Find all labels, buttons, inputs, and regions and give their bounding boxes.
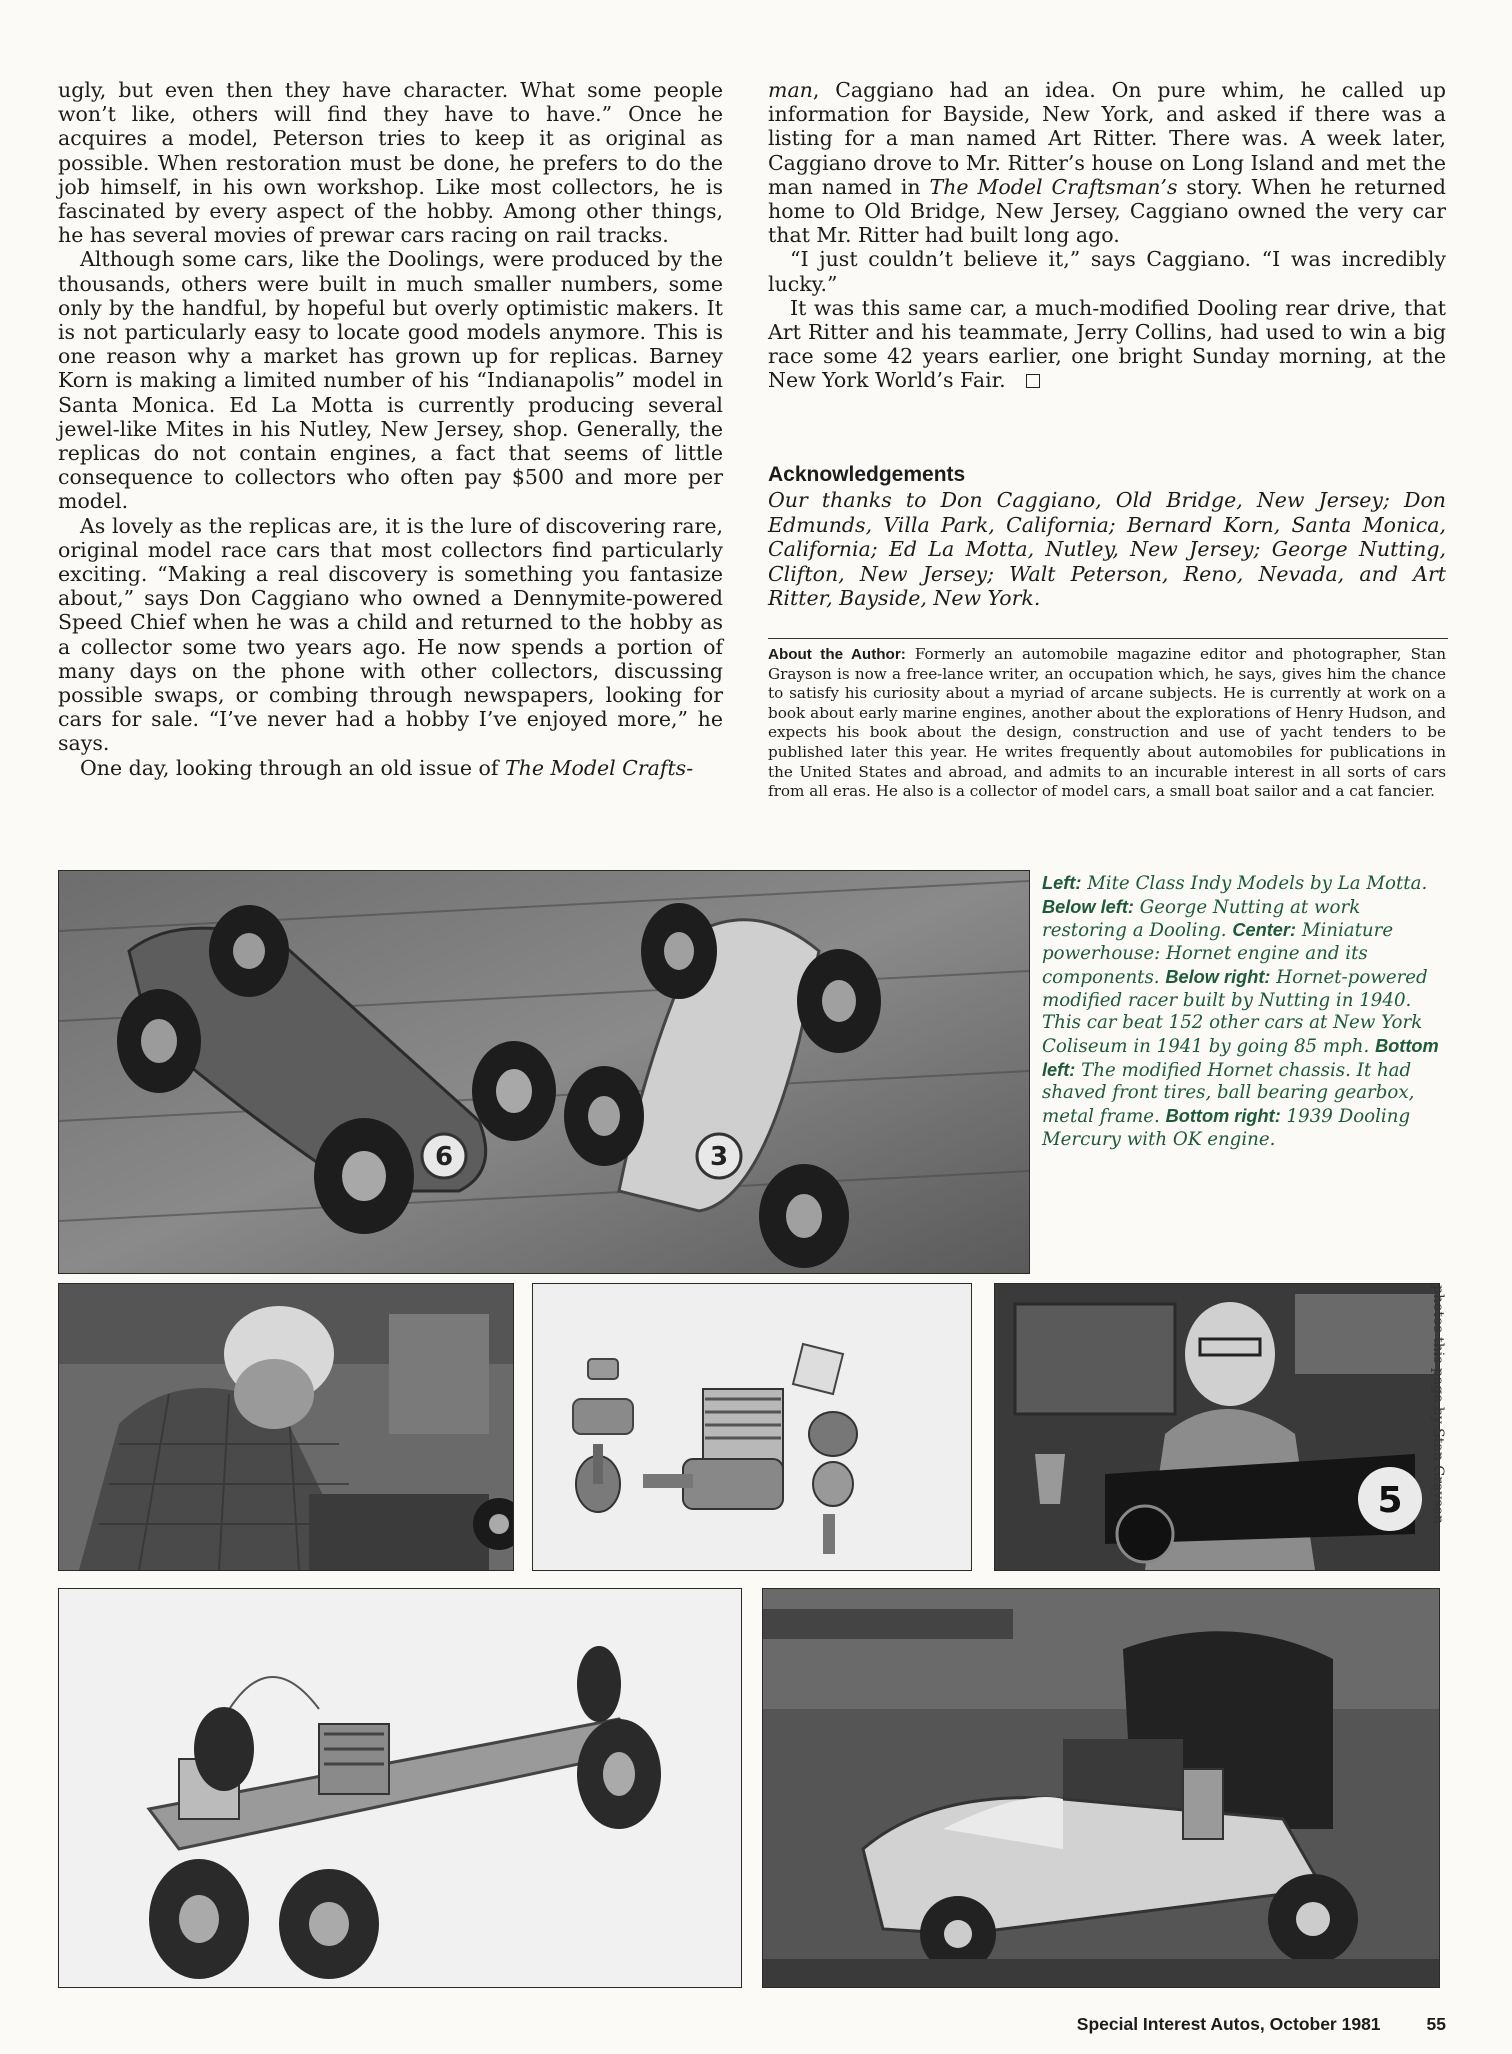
paragraph bbox=[768, 296, 1446, 393]
divider bbox=[768, 638, 1448, 639]
text-run: , Caggiano had an idea. On pure whim, he called up information for Bayside, New York, and asked if there was a listing for a man named Art Ritter. There was. A week later, Caggiano drove to Mr. Ritter’s house on Long Island and met the man named in bbox=[768, 78, 1446, 199]
acknowledgements-body: Our thanks to Don Caggiano, Old Bridge, New Jersey; Don Edmunds, Villa Park, California; Bernard Korn, Santa Monica, California; Ed La Motta, Nutley, New Jersey; George Nutting, Clifton, New Jersey; Walt Peterson, Reno, Nevada, and Art Ritter, Bayside, New York. bbox=[768, 488, 1446, 610]
paragraph: As lovely as the replicas are, it is the lure of discovering rare, original model race cars that most collectors find particularly exciting. “Making a real discovery is something you fantasize about,” says Don Caggiano who owned a Dennymite-powered Speed Chief when he was a child and returned to the hobby as a collector some two years ago. He now spends a portion of many days on the phone with other collectors, discussing possible swaps, or combing through newspapers, looking for cars for sale. “I’ve never had a hobby I’ve enjoyed more,” he says. bbox=[58, 513, 723, 756]
magazine-title: The Model Craftsman’s bbox=[929, 174, 1178, 199]
text-run: One day, looking through an old issue of bbox=[80, 755, 505, 780]
paragraph bbox=[58, 756, 723, 780]
magazine-issue: Special Interest Autos, October 1981 bbox=[1076, 2014, 1381, 2034]
car-number-label: 3 bbox=[709, 1142, 729, 1172]
caption-label: Below left: bbox=[1042, 896, 1134, 917]
caption-text: The modified Hornet chassis. It had shaved front tires, ball bearing gearbox, metal frame. bbox=[1042, 1059, 1415, 1128]
text-run: story. When he returned home to Old Bridge, New Jersey, Caggiano owned the very car that Mr. Ritter had built long ago. bbox=[768, 174, 1446, 248]
caption-label: Bottom right: bbox=[1165, 1106, 1281, 1127]
caption-label: Bottom left: bbox=[1042, 1035, 1439, 1080]
caption-label: Center: bbox=[1232, 920, 1297, 941]
right-text-column bbox=[768, 78, 1446, 393]
car-number-label: 6 bbox=[434, 1142, 454, 1172]
caption-text: Mite Class Indy Models by La Motta. bbox=[1081, 873, 1428, 894]
photo-hornet-chassis bbox=[58, 1588, 742, 1988]
left-text-column bbox=[58, 78, 723, 780]
caption-label: Left: bbox=[1042, 873, 1082, 893]
magazine-title: man bbox=[768, 78, 813, 102]
photo-hornet-racer bbox=[994, 1283, 1440, 1571]
caption-text: 1939 Dooling Mercury with OK engine. bbox=[1042, 1106, 1411, 1150]
about-the-author bbox=[768, 645, 1446, 802]
text-run: It was this same car, a much-modified Dooling rear drive, that Art Ritter and his teammate, Jerry Collins, had used to win a big race some 42 years earlier, one bright Sunday morning, at the New York World’s Fair. bbox=[768, 295, 1446, 393]
page-footer bbox=[1077, 2014, 1446, 2035]
paragraph bbox=[768, 78, 1446, 247]
racer-number-label: 5 bbox=[1377, 1480, 1403, 1521]
caption-text: George Nutting at work restoring a Dooling. bbox=[1042, 896, 1361, 942]
paragraph: ugly, but even then they have character. What some people won’t like, others will find they have to have.” Once he acquires a model, Peterson tries to keep it as original as possible. When restoration must be done, he prefers to do the job himself, in his own workshop. Like most collectors, he is fascinated by every aspect of the hobby. Among other things, he has several movies of prewar cars racing on rail tracks. bbox=[58, 78, 723, 248]
paragraph: Although some cars, like the Doolings, were produced by the thousands, others were built in much smaller numbers, some only by the handful, by hopeful but overly optimistic makers. It is not particularly easy to locate good models anymore. This is one reason why a market has grown up for replicas. Barney Korn is making a limited number of his “Indianapolis” model in Santa Monica. Ed La Motta is currently producing several jewel-like Mites in his Nutley, New Jersey, shop. Generally, the replicas do not contain engines, a fact that seems of little consequence to collectors who often pay $500 and more per model. bbox=[58, 247, 723, 514]
photo-caption bbox=[1042, 872, 1447, 1151]
photo-hornet-engine bbox=[532, 1283, 972, 1571]
caption-text: Hornet-powered modified racer built by Nutting in 1940. This car beat 152 other cars at New York Coliseum in 1941 by going 85 mph. bbox=[1042, 966, 1428, 1057]
end-mark-icon bbox=[1026, 374, 1040, 388]
photo-nutting-at-work bbox=[58, 1283, 514, 1571]
about-label: About the Author: bbox=[768, 646, 906, 663]
paragraph: “I just couldn’t believe it,” says Caggiano. “I was incredibly lucky.” bbox=[768, 247, 1446, 296]
photo-credit: photos this page by Stan Grayson bbox=[1430, 1285, 1446, 1524]
page-number: 55 bbox=[1426, 2014, 1446, 2034]
caption-label: Below right: bbox=[1165, 966, 1271, 987]
photo-dooling-mercury bbox=[762, 1588, 1440, 1988]
acknowledgements-heading: Acknowledgements bbox=[768, 463, 966, 486]
about-text: Formerly an automobile magazine editor and photographer, Stan Grayson is now a free-lance writer, an occupation which, he says, gives him the chance to satisfy his curiosity about a myriad of arcane subjects. He is currently at work on a book about early marine engines, another about the explorations of Henry Hudson, and expects his book about the design, construction and use of yacht tenders to be published later this year. He writes frequently about automobiles for publications in the United States and abroad, and admits to an incurable interest in all sorts of cars from all eras. He also is a collector of model cars, a small boat sailor and a cat fancier. bbox=[768, 645, 1446, 801]
caption-text: Miniature powerhouse: Hornet engine and its components. bbox=[1042, 920, 1394, 988]
magazine-title: The Model Crafts- bbox=[504, 755, 694, 780]
photo-mite-indy-models bbox=[58, 870, 1030, 1274]
